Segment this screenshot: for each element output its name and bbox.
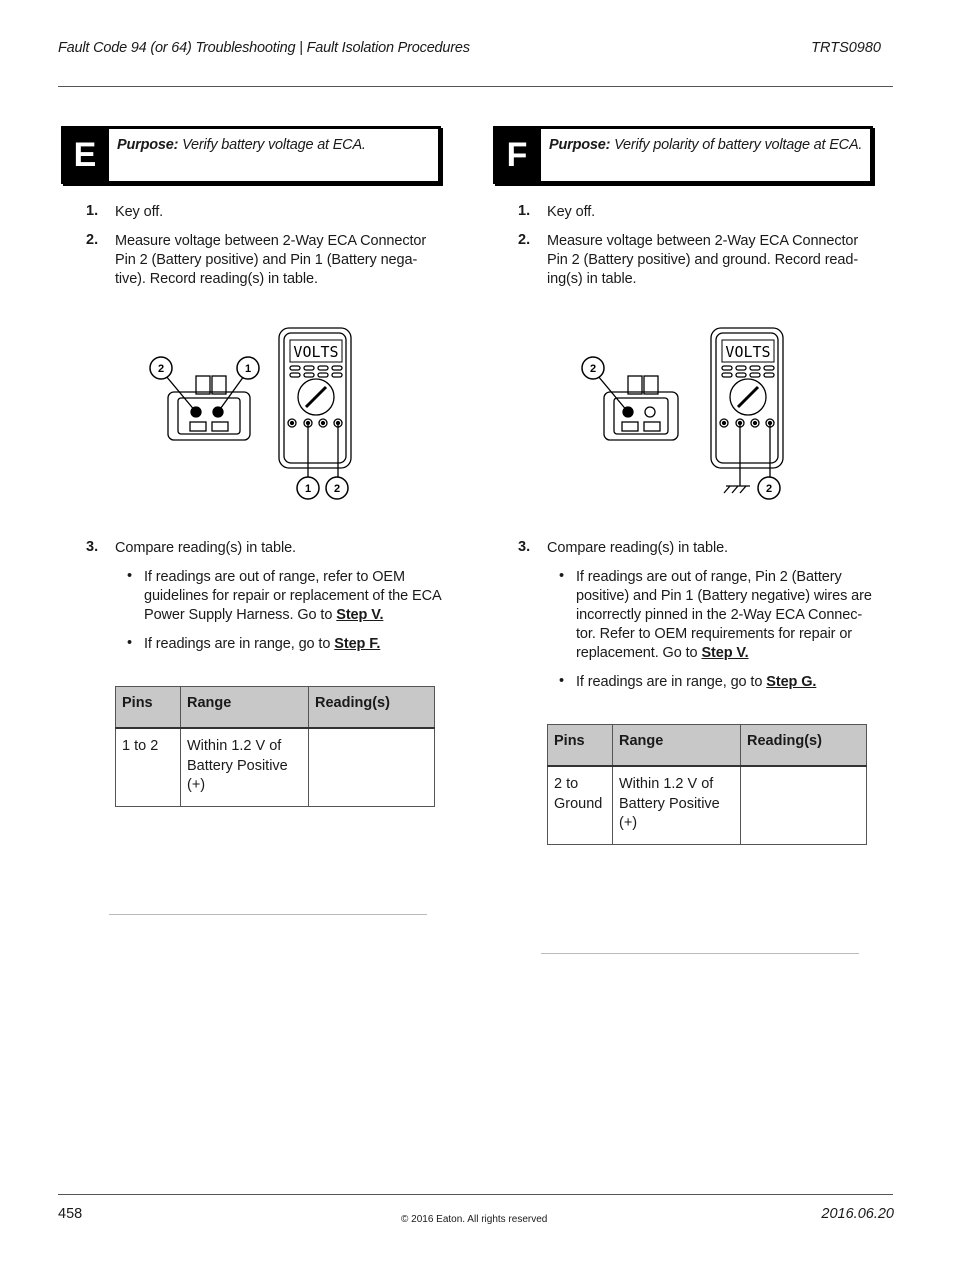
callout-1-icon — [297, 477, 319, 499]
callout-label: 2 — [333, 483, 341, 495]
step-f-3-text: Compare reading(s) in table. — [547, 540, 728, 556]
section-end-rule — [541, 953, 859, 954]
step-e-letter: E — [61, 129, 109, 181]
table-cell-range — [613, 766, 741, 844]
text-span: replacement. Go to — [576, 645, 702, 661]
step-f-1-text: Key off. — [547, 204, 596, 220]
text-span: If readings are in range, go to — [144, 636, 335, 652]
callout-label: 2 — [589, 363, 597, 375]
purpose-label: Purpose: — [549, 137, 611, 153]
callout-label: 2 — [157, 363, 165, 375]
table-header-readings: Reading(s) — [741, 725, 867, 767]
step-e-1-number: 1. — [86, 203, 99, 219]
table-cell-reading-input[interactable] — [309, 728, 435, 806]
step-f-header — [493, 126, 873, 184]
page-number: 458 — [58, 1206, 83, 1222]
header-title: Fault Code 94 (or 64) Troubleshooting | Fault Isolation Procedures — [58, 40, 470, 56]
table-cell-pins: 1 to 2 — [116, 728, 181, 806]
step-e-bullet-2 — [144, 635, 380, 654]
text-line: incorrectly pinned in the 2-Way ECA Connec- — [576, 607, 863, 623]
step-f-2-text — [547, 232, 858, 289]
callout-label: 1 — [244, 363, 252, 375]
table-cell-reading-input[interactable] — [741, 766, 867, 844]
publish-date: 2016.06.20 — [821, 1206, 894, 1222]
bullet-icon: • — [127, 568, 133, 584]
section-end-rule — [109, 914, 427, 915]
step-e-meter-diagram — [140, 320, 370, 510]
step-e-3-text: Compare reading(s) in table. — [115, 540, 296, 556]
step-f-bullet-2 — [576, 673, 816, 692]
text-line: Pin 2 (Battery positive) and Pin 1 (Battery nega- — [115, 252, 418, 268]
table-cell-range — [181, 728, 309, 806]
table-header-range: Range — [181, 687, 309, 729]
purpose-label: Purpose: — [117, 137, 179, 153]
meter-display-text: VOLTS — [725, 343, 771, 361]
purpose-text: Verify polarity of battery voltage at ECA. — [614, 137, 863, 153]
table-row — [548, 766, 867, 844]
table-row — [116, 728, 435, 806]
text-line: Measure voltage between 2-Way ECA Connector — [115, 233, 427, 249]
step-e-2-text — [115, 232, 426, 289]
text-line: If readings are out of range, Pin 2 (Battery — [576, 569, 842, 585]
table-header-pins: Pins — [116, 687, 181, 729]
step-e-1-text: Key off. — [115, 204, 164, 220]
footer-rule — [58, 1194, 893, 1195]
text-span: Power Supply Harness. Go to — [144, 607, 337, 623]
step-v-link[interactable]: Step V. — [701, 645, 749, 661]
callout-1-icon — [237, 357, 259, 379]
text-line: Pin 2 (Battery positive) and ground. Record read- — [547, 252, 859, 268]
text-line: Battery Positive — [619, 795, 720, 812]
step-g-link[interactable]: Step G. — [766, 674, 817, 690]
table-header-range: Range — [613, 725, 741, 767]
callout-label: 2 — [765, 483, 773, 495]
step-e-reading-table — [115, 686, 435, 807]
purpose-text: Verify battery voltage at ECA. — [182, 137, 366, 153]
step-e-2-number: 2. — [86, 232, 99, 248]
table-header-pins: Pins — [548, 725, 613, 767]
text-line — [144, 606, 442, 625]
header-doc-id: TRTS0980 — [811, 40, 881, 56]
step-f-reading-table — [547, 724, 867, 845]
callout-2-icon — [326, 477, 348, 499]
step-f-letter: F — [493, 129, 541, 181]
step-f-meter-diagram — [572, 320, 802, 510]
step-f-bullet-1 — [576, 568, 872, 663]
multimeter-icon — [711, 328, 783, 486]
step-f-link[interactable]: Step F. — [334, 636, 381, 652]
text-line: Ground — [554, 795, 603, 812]
text-line: If readings are out of range, refer to OEM — [144, 569, 405, 585]
copyright: © 2016 Eaton. All rights reserved — [401, 1214, 548, 1225]
step-f-1-number: 1. — [518, 203, 531, 219]
connector-2-way — [598, 376, 678, 440]
multimeter-icon — [279, 328, 351, 478]
step-f-2-number: 2. — [518, 232, 531, 248]
bullet-icon: • — [127, 635, 133, 651]
callout-label: 1 — [304, 483, 312, 495]
text-line: Within 1.2 V of — [187, 738, 282, 754]
text-line: Battery Positive — [187, 757, 288, 774]
header-rule — [58, 86, 893, 87]
table-header-readings: Reading(s) — [309, 687, 435, 729]
step-f-purpose — [549, 137, 862, 153]
meter-display-text: VOLTS — [293, 343, 339, 361]
connector-2-way — [166, 376, 250, 440]
bullet-icon: • — [559, 673, 565, 689]
text-line: (+) — [187, 777, 206, 793]
text-line: tive). Record reading(s) in table. — [115, 271, 318, 287]
text-line: Within 1.2 V of — [619, 776, 714, 792]
step-e-purpose — [117, 137, 366, 153]
text-span: If readings are in range, go to — [576, 674, 767, 690]
table-cell-pins — [548, 766, 613, 844]
step-e-3-number: 3. — [86, 539, 99, 555]
text-line: 2 to — [554, 776, 579, 792]
text-line: positive) and Pin 1 (Battery negative) wires are — [576, 588, 872, 604]
bullet-icon: • — [559, 568, 565, 584]
step-e-bullet-1 — [144, 568, 442, 625]
step-v-link[interactable]: Step V. — [336, 607, 384, 623]
callout-2-icon — [582, 357, 604, 379]
ground-icon — [724, 486, 750, 493]
step-f-3-number: 3. — [518, 539, 531, 555]
text-line: Measure voltage between 2-Way ECA Connector — [547, 233, 859, 249]
text-line: ing(s) in table. — [547, 271, 637, 287]
callout-2-icon — [150, 357, 172, 379]
step-e-header — [61, 126, 441, 184]
text-line: guidelines for repair or replacement of the ECA — [144, 588, 442, 604]
callout-2-icon — [758, 477, 780, 499]
text-line: tor. Refer to OEM requirements for repair or — [576, 626, 853, 642]
text-line — [576, 644, 872, 663]
text-line: (+) — [619, 815, 638, 831]
